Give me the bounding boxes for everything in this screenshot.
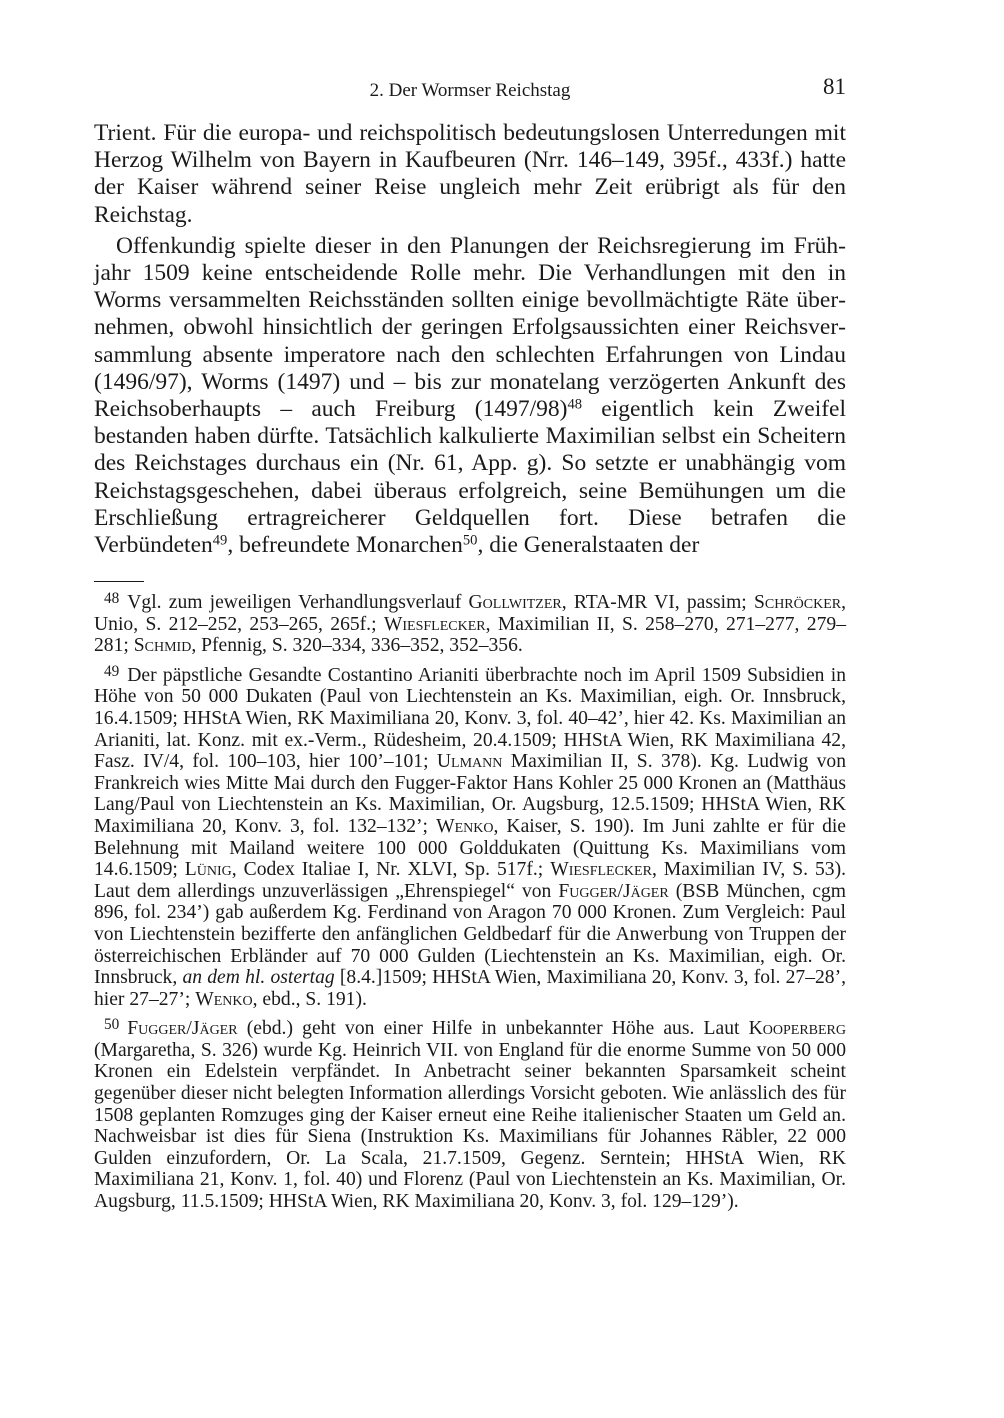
footnote-text: Der päpstliche Gesandte Costantino Arianiti überbrachte noch im April 1509 Subsidien in Höhe von 50 000 Dukaten (Paul von Liechtenstein an Ks. Maximilian, eigh. Or. Innsbruck, 16.4.1509; HHStA Wien, RK Maximiliana 20, Konv. 3, fol. 40–42’, hier 42. Ks. Maximilian an Arianiti, lat. Konz. mit ex.-Verm., Rüdesheim, 20.4.1509; HHStA Wien, RK Maximiliana 42, Fasz. IV/4, fol. 100–103, hier 100’–101; (94, 664, 846, 773)
footnote-text: [8.4.]1509; HHStA Wien, Maximiliana 20, Konv. 3, fol. 27–28’, hier 27–27’; (94, 967, 847, 1010)
author-name: Wiesflecker (550, 859, 652, 881)
author-name: Fugger/Jäger (127, 1018, 238, 1040)
footnote-separator (94, 581, 144, 582)
author-name: Gollwitzer (468, 592, 562, 614)
footnote-text: , RTA-MR VI, passim; (561, 592, 754, 614)
author-name: Wenko (436, 815, 494, 837)
footnote-text: , ebd., S. 191). (252, 988, 367, 1010)
footnote-48 (94, 588, 846, 657)
footnote-text: Maximilian II, S. 378). Kg. Ludwig von Frankreich wies Mitte Mai durch den Fugger-Faktor Hans Kohler 25 000 Kronen an (Matthäus Lang/Paul von Liechtenstein an Ks. Maximilian, Or. Augsburg, 12.5.1509; HHStA Wien, RK Maximiliana 20, Konv. 3, fol. 132–132’; (94, 751, 846, 837)
paragraph-2 (94, 233, 846, 559)
author-name: Wenko (195, 988, 253, 1010)
author-name: Lünig (184, 859, 232, 881)
footnote-text: , Unio, S. 212–252, 253–265, 265f.; (94, 592, 846, 635)
author-name: Schröcker (753, 592, 842, 614)
footnote-text: , Kaiser, S. 190). Im Juni zahlte er für die Belehnung mit Mailand weitere 100 000 Golddukaten (Quittung Ks. Maximilians vom 14.6.1509; (94, 815, 847, 881)
footnote-number: 50 (104, 1016, 120, 1034)
author-name: Fugger/Jäger (558, 880, 669, 902)
author-name: Schmid (133, 635, 192, 657)
author-name: Ulmann (436, 751, 503, 773)
footnote-ref-48[interactable]: 48 (567, 396, 583, 413)
quoted-phrase: an dem hl. ostertag (182, 967, 335, 989)
paragraph-2-part-a: Offenkundig spielte dieser in den Planungen der Reichsregierung im Frühjahr 1509 keine entscheidende Rolle mehr. Die Verhandlungen mit den in Worms versammelten Reichsständen sollten einige bevollmächtigte Räte übernehmen, obwohl hinsichtlich der geringen Erfolgsaussichten einer Reichsversammlung absente imperatore nach den schlechten Erfahrungen von Lindau (1496/97), Worms (1497) und – bis zur monatelang verzögerten Ankunft des Reichsoberhaupts – auch Freiburg (1497/98) (94, 232, 846, 423)
main-text (94, 120, 846, 559)
footnote-text: , Codex Italiae I, Nr. XLVI, Sp. 517f.; (231, 859, 551, 881)
author-name: Kooperberg (748, 1018, 846, 1040)
footnote-50 (94, 1014, 846, 1212)
paragraph-1: Trient. Für die europa- und reichspolitisch bedeutungslosen Unterredungen mit Herzog Wilhelm von Bayern in Kaufbeuren (Nrr. 146–149, 395f., 433f.) hatte der Kaiser während seiner Reise ungleich mehr Zeit erübrigt als für den Reichstag. (94, 120, 846, 228)
footnote-number: 49 (104, 662, 120, 680)
footnote-number: 48 (104, 590, 120, 608)
footnote-text: , Maximilian IV, S. 53). Laut dem allerdings unzuverlässigen „Ehrenspiegel“ von (94, 859, 847, 902)
running-head: 2. Der Wormser Reichstag (369, 80, 571, 101)
page-header (94, 74, 846, 110)
footnote-text: , Maximilian II, S. 258–270, 271–277, 279–281; (94, 613, 846, 657)
paragraph-2-part-c: , befreundete Monarchen (227, 532, 463, 559)
footnote-49 (94, 661, 846, 1010)
footnote-text: (ebd.) geht von einer Hilfe in unbekannter Höhe aus. Laut (237, 1018, 749, 1040)
footnote-text: (Margaretha, S. 326) wurde Kg. Heinrich VII. von England für die enorme Summe von 50 000 Kronen ein Edelstein verpfändet. In Anbetracht seiner bekannten Sparsamkeit scheint gegenüber dieser nicht belegten Information allerdings Vorsicht geboten. Wie anlässlich des für 1508 geplanten Romzuges ging der Kaiser erneut eine Reihe italienischer Staaten um Geld an. Nachweisbar ist dies für Siena (Instruktion Ks. Maximilians für Johannes Räbler, 22 000 Gulden einzufordern, Or. La Scala, 21.7.1509, Gegenz. Serntein; HHStA Wien, RK Maximiliana 21, Konv. 1, fol. 40) und Florenz (Paul von Liechtenstein an Ks. Maximilian, Or. Augsburg, 11.5.1509; HHStA Wien, RK Maximiliana 20, Konv. 3, fol. 129–129’). (94, 1039, 846, 1212)
footnotes (94, 588, 846, 1212)
footnote-text: (BSB München, cgm 896, fol. 234’) gab außerdem Kg. Ferdinand von Aragon 70 000 Kronen. Zum Vergleich: Paul von Liechtenstein bezifferte den anfänglichen Geldbedarf für die Anwerbung von Truppen der österreichischen Erbländer auf 70 000 Gulden (Liechtenstein an Ks. Maximilian, eigh. Or. Innsbruck, (94, 880, 846, 989)
book-page (94, 74, 846, 1217)
page-number: 81 (823, 74, 846, 99)
footnote-ref-50[interactable]: 50 (462, 532, 478, 549)
footnote-ref-49[interactable]: 49 (212, 532, 228, 549)
footnote-text: Vgl. zum jeweiligen Verhandlungsverlauf (127, 592, 469, 614)
paragraph-2-part-b: eigentlich kein Zweifel bestanden haben dürfte. Tatsächlich kalkulierte Maximilian selbst ein Scheitern des Reichstages durchaus ein (Nr. 61, App. g). So setzte er unabhängig vom Reichstagsgeschehen, dabei überaus erfolgreich, seine Bemühungen um die Erschließung ertragreicherer Geldquellen fort. Diese betrafen die Verbündeten (94, 396, 847, 559)
author-name: Wiesflecker (383, 613, 486, 635)
footnote-text: , Pfennig, S. 320–334, 336–352, 352–356. (191, 635, 523, 657)
paragraph-2-part-d: , die Generalstaaten der (477, 532, 700, 559)
